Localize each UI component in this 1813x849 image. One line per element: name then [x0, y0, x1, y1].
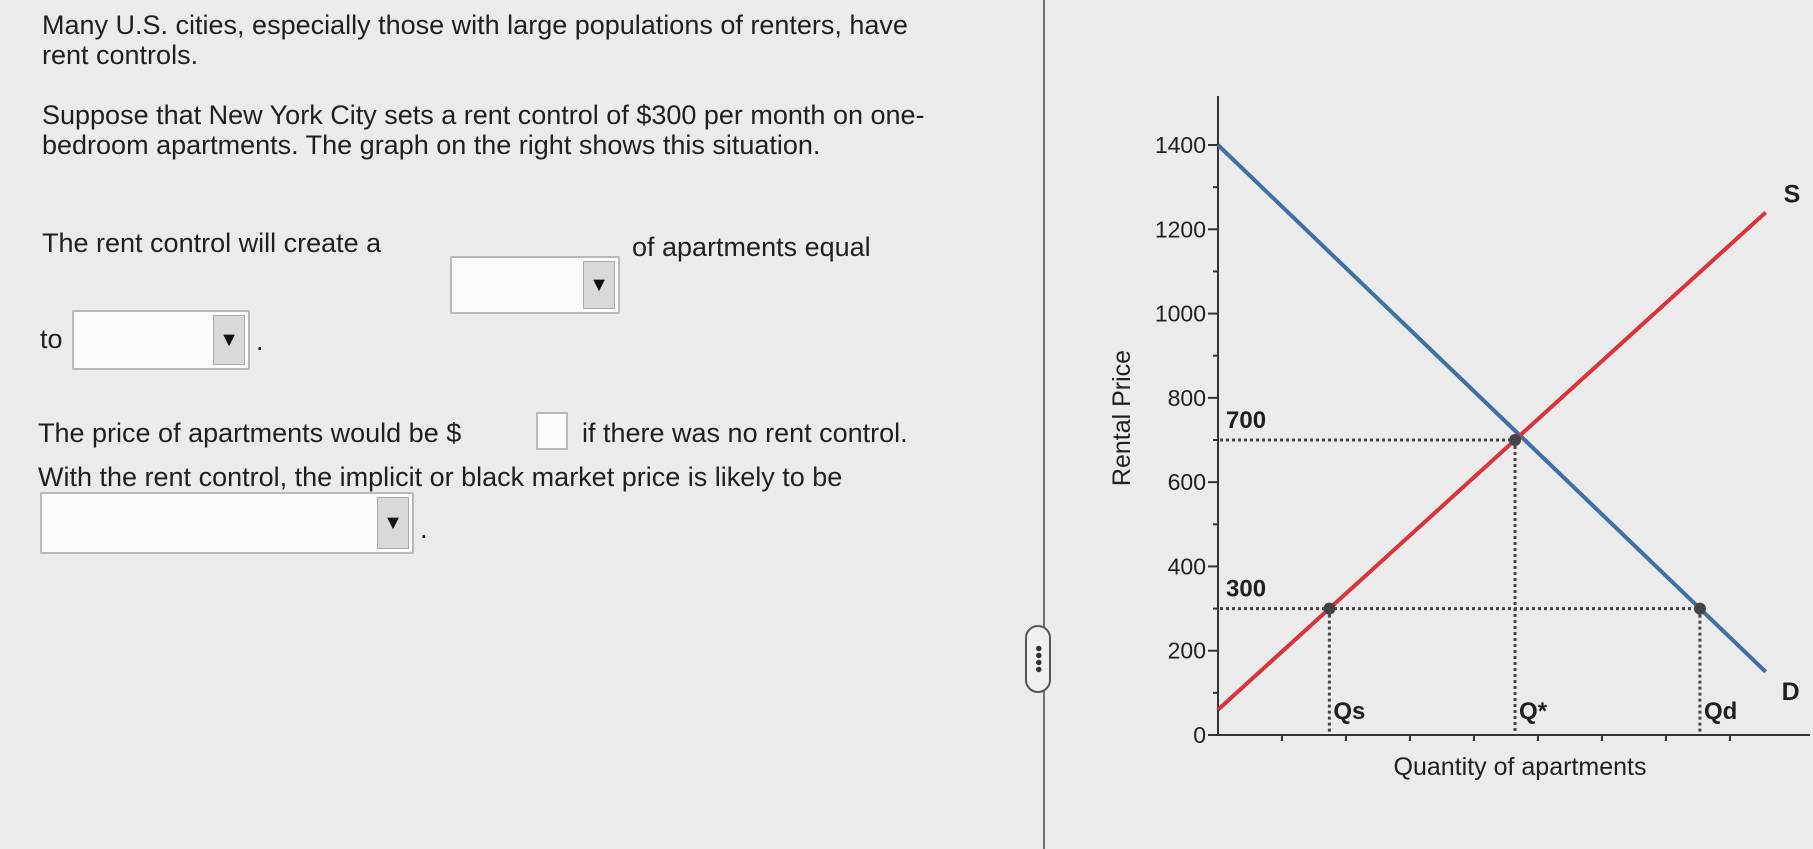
handle-dots-icon: •••• [1027, 644, 1049, 673]
y-tick-label: 200 [1167, 637, 1206, 664]
q1-text-after: of apartments equal [632, 232, 871, 262]
y-axis-title: Rental Price [1108, 349, 1136, 487]
intersection-point [1694, 603, 1706, 615]
price-label: 700 [1226, 407, 1267, 434]
y-tick-label: 600 [1167, 469, 1206, 496]
y-axis [1108, 96, 1218, 748]
curve-S [1218, 212, 1766, 709]
curve-label-D: D [1781, 677, 1800, 706]
x-axis [1208, 735, 1810, 781]
curve-D [1218, 145, 1766, 672]
curves [1218, 145, 1766, 710]
q1-text-before: The rent control will create a [42, 228, 382, 258]
q1-text-to: to [40, 324, 63, 354]
q2-text-after: if there was no rent control. [582, 418, 908, 448]
dropdown-arrow-icon[interactable]: ▼ [583, 261, 615, 309]
curve-label-S: S [1783, 180, 1801, 209]
dropdown-arrow-icon[interactable]: ▼ [377, 497, 409, 549]
chart-labels [1226, 180, 1800, 725]
quantity-label: Qs [1333, 698, 1366, 725]
dropdown-arrow-icon[interactable]: ▼ [213, 315, 245, 365]
y-tick-label: 1400 [1154, 132, 1206, 158]
intersection-point [1509, 434, 1521, 446]
y-tick-label: 0 [1193, 722, 1206, 748]
setup-text: Suppose that New York City sets a rent control of $300 per month on one-bedroom apartments. The graph on the right shows this situation. [42, 100, 925, 160]
q3-period: . [420, 514, 428, 544]
y-tick-label: 1200 [1154, 216, 1206, 243]
intro-text: Many U.S. cities, especially those with large populations of renters, have rent controls. [42, 10, 908, 70]
y-tick-label: 1000 [1154, 300, 1206, 327]
y-tick-label: 400 [1167, 553, 1206, 580]
y-tick-label: 800 [1167, 384, 1206, 411]
quantity-label: Qd [1703, 698, 1738, 725]
guide-lines [1220, 440, 1700, 735]
x-axis-title: Quantity of apartments [1393, 753, 1647, 781]
quantity-label: Q* [1519, 698, 1548, 725]
q2-text-before: The price of apartments would be $ [38, 418, 462, 448]
q1-period: . [256, 326, 264, 356]
intersection-point [1323, 603, 1335, 615]
q3-text: With the rent control, the implicit or black market price is likely to be [38, 462, 843, 492]
price-label: 300 [1226, 575, 1267, 603]
